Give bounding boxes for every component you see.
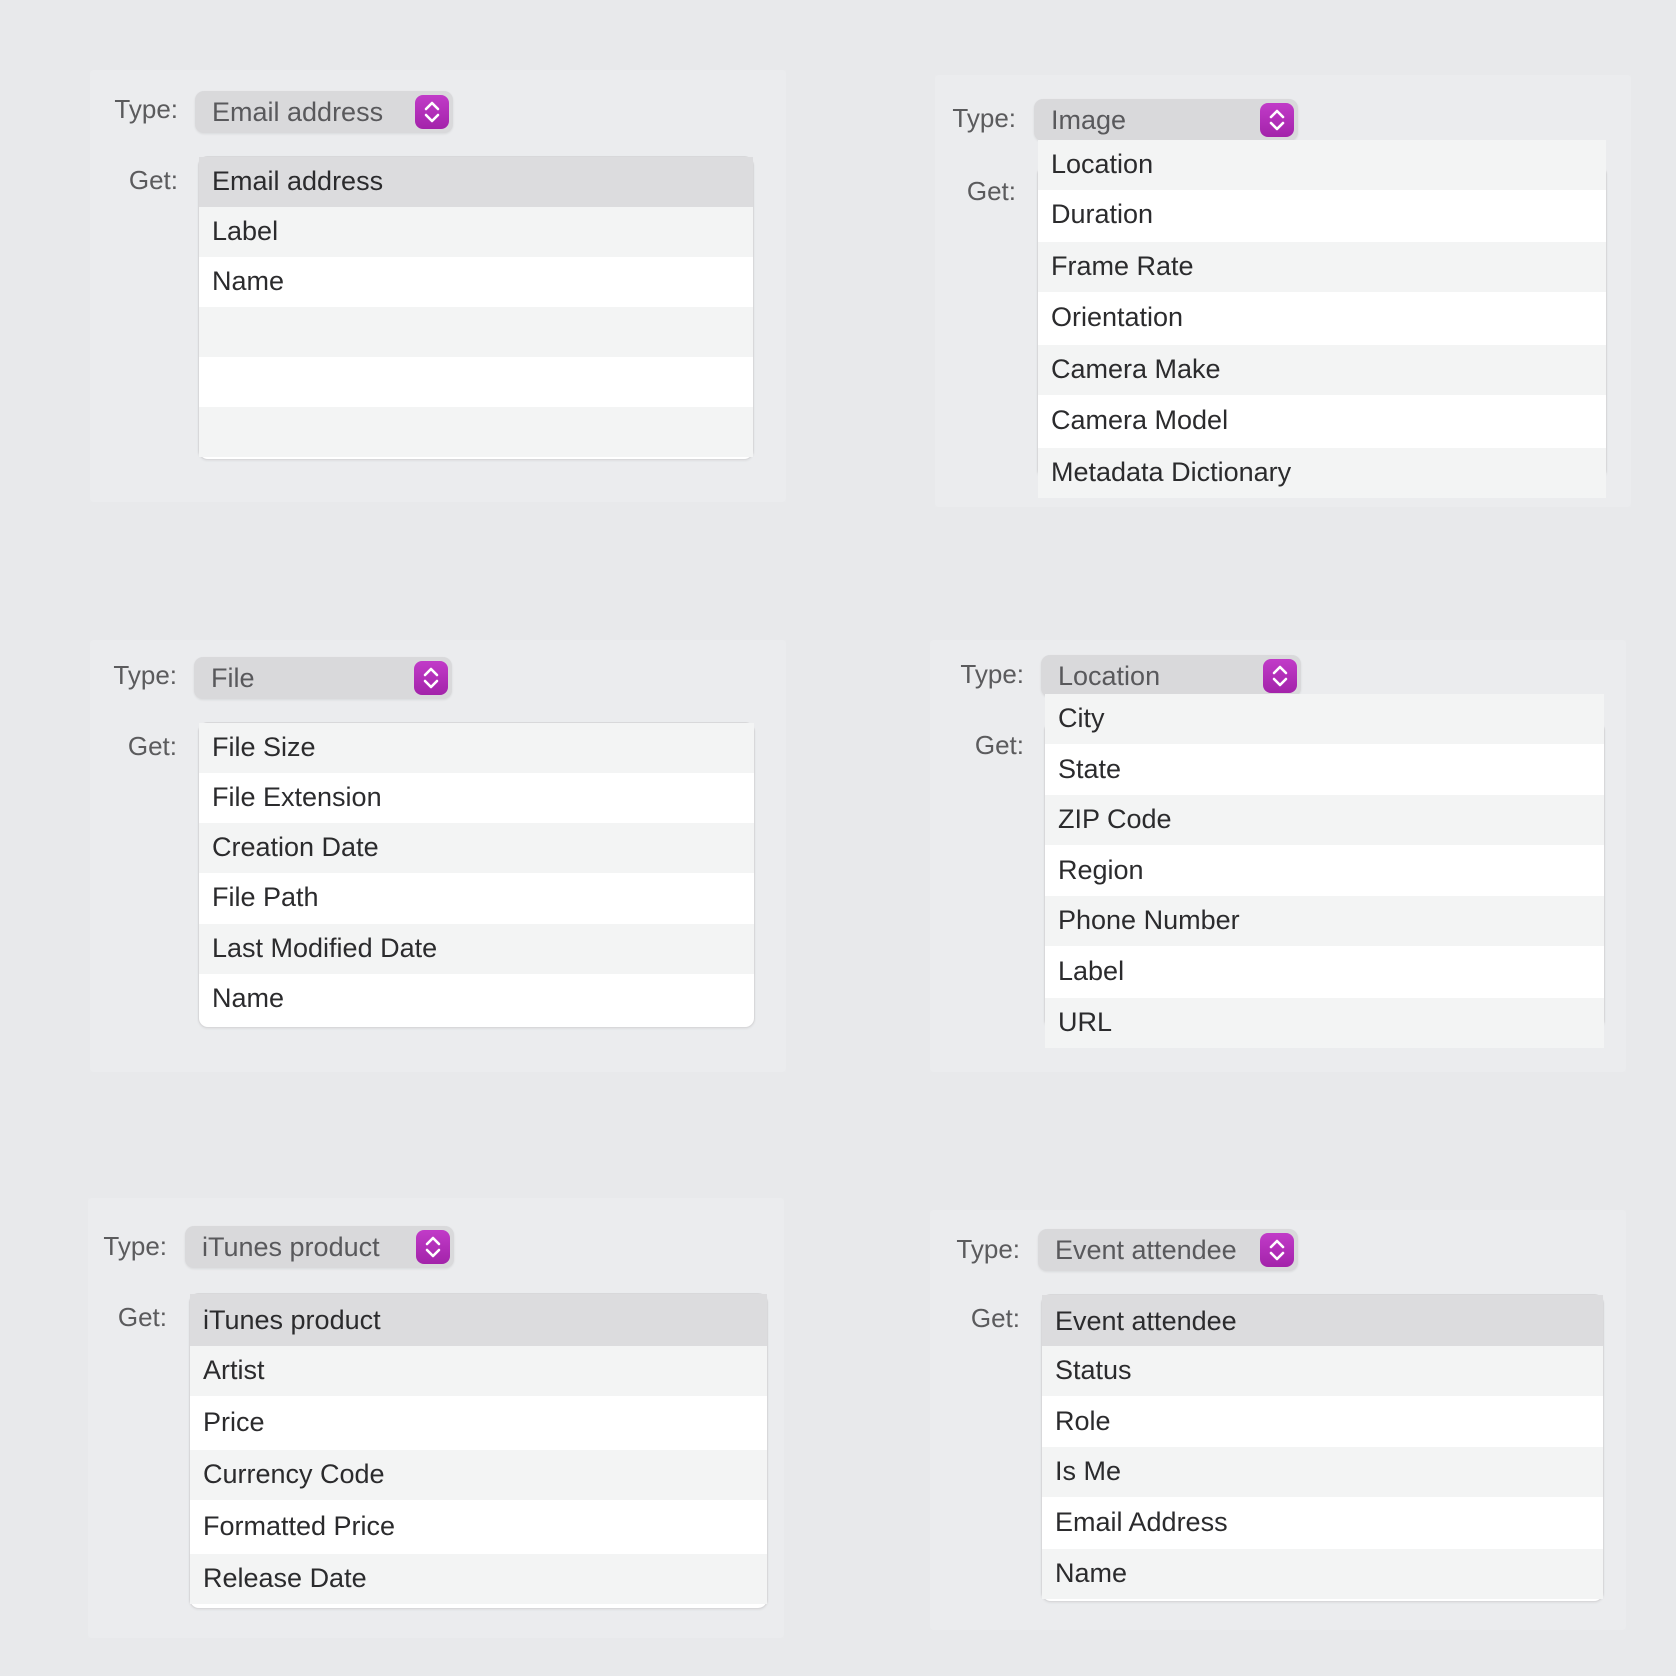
get-list-file[interactable] — [198, 722, 755, 1028]
list-item[interactable]: Currency Code — [190, 1450, 767, 1500]
get-list-image[interactable] — [1037, 149, 1607, 487]
list-item[interactable]: Artist — [190, 1346, 767, 1396]
list-item[interactable]: File Path — [212, 882, 319, 912]
list-item[interactable]: Price — [203, 1407, 265, 1437]
list-item[interactable]: File Size — [199, 723, 754, 773]
type-popup-file[interactable] — [194, 657, 452, 699]
chevron-up-down-icon — [1263, 659, 1297, 693]
list-item[interactable]: Label — [1058, 956, 1125, 986]
list-item[interactable]: Formatted Price — [203, 1511, 396, 1541]
list-item[interactable]: Name — [212, 266, 285, 296]
type-popup-value: Email address — [212, 97, 384, 127]
type-popup-value: Location — [1058, 661, 1161, 691]
list-item[interactable]: Email Address — [1055, 1507, 1228, 1537]
list-item[interactable]: Last Modified Date — [199, 924, 754, 974]
get-list-email[interactable] — [198, 156, 754, 460]
list-item[interactable]: Region — [1058, 855, 1144, 885]
get-label: Get: — [128, 165, 178, 195]
list-item[interactable]: Is Me — [1042, 1447, 1603, 1497]
list-item[interactable]: URL — [1045, 998, 1604, 1048]
chevron-up-down-icon — [1260, 1233, 1294, 1267]
list-item[interactable]: Location — [1038, 140, 1606, 190]
type-label: Type: — [952, 103, 1016, 133]
list-item[interactable]: Event attendee — [1042, 1295, 1603, 1349]
type-popup-value: File — [211, 663, 255, 693]
list-item[interactable]: Role — [1055, 1406, 1111, 1436]
get-label: Get: — [966, 176, 1016, 206]
type-label: Type: — [103, 1231, 167, 1261]
get-label: Get: — [127, 731, 177, 761]
type-popup-value: iTunes product — [202, 1232, 380, 1262]
list-item[interactable]: Name — [212, 983, 285, 1013]
chevron-up-down-icon — [414, 661, 448, 695]
list-item[interactable]: Label — [199, 207, 753, 257]
list-item-empty — [199, 307, 753, 357]
list-item[interactable]: Orientation — [1051, 302, 1184, 332]
type-popup-value: Event attendee — [1055, 1235, 1237, 1265]
get-label: Get: — [974, 730, 1024, 760]
get-label: Get: — [117, 1302, 167, 1332]
chevron-up-down-icon — [415, 95, 449, 129]
list-item-empty — [199, 407, 753, 457]
type-popup-email[interactable] — [195, 91, 453, 133]
type-label: Type: — [960, 659, 1024, 689]
list-item[interactable]: Metadata Dictionary — [1038, 448, 1606, 498]
chevron-up-down-icon — [1260, 103, 1294, 137]
list-item[interactable]: Name — [1042, 1549, 1603, 1599]
type-popup-value: Image — [1051, 105, 1127, 135]
list-item[interactable]: ZIP Code — [1045, 795, 1604, 845]
list-item[interactable]: Creation Date — [199, 823, 754, 873]
list-item[interactable]: State — [1058, 754, 1122, 784]
get-label: Get: — [970, 1303, 1020, 1333]
list-item[interactable]: Email address — [199, 157, 753, 207]
list-item[interactable]: Camera Model — [1051, 405, 1229, 435]
type-popup-itunes[interactable] — [185, 1226, 454, 1268]
get-list-event-attendee[interactable] — [1041, 1294, 1604, 1602]
get-list-itunes[interactable] — [189, 1293, 768, 1609]
list-item-empty — [199, 357, 753, 407]
get-list-location[interactable] — [1044, 703, 1605, 1037]
list-item[interactable]: Frame Rate — [1038, 242, 1606, 292]
list-item[interactable]: Camera Make — [1038, 345, 1606, 395]
type-popup-event-attendee[interactable] — [1038, 1229, 1298, 1271]
list-item[interactable]: Duration — [1051, 199, 1154, 229]
chevron-up-down-icon — [416, 1230, 450, 1264]
list-item[interactable]: Phone Number — [1045, 896, 1604, 946]
list-item[interactable]: City — [1045, 694, 1604, 744]
list-item[interactable]: iTunes product — [190, 1294, 767, 1348]
type-popup-image[interactable] — [1034, 99, 1298, 141]
type-label: Type: — [113, 660, 177, 690]
list-item[interactable]: Release Date — [190, 1554, 767, 1604]
list-item[interactable]: File Extension — [212, 782, 382, 812]
type-popup-location[interactable] — [1041, 655, 1301, 697]
list-item[interactable]: Status — [1042, 1346, 1603, 1396]
type-label: Type: — [956, 1234, 1020, 1264]
type-label: Type: — [114, 94, 178, 124]
